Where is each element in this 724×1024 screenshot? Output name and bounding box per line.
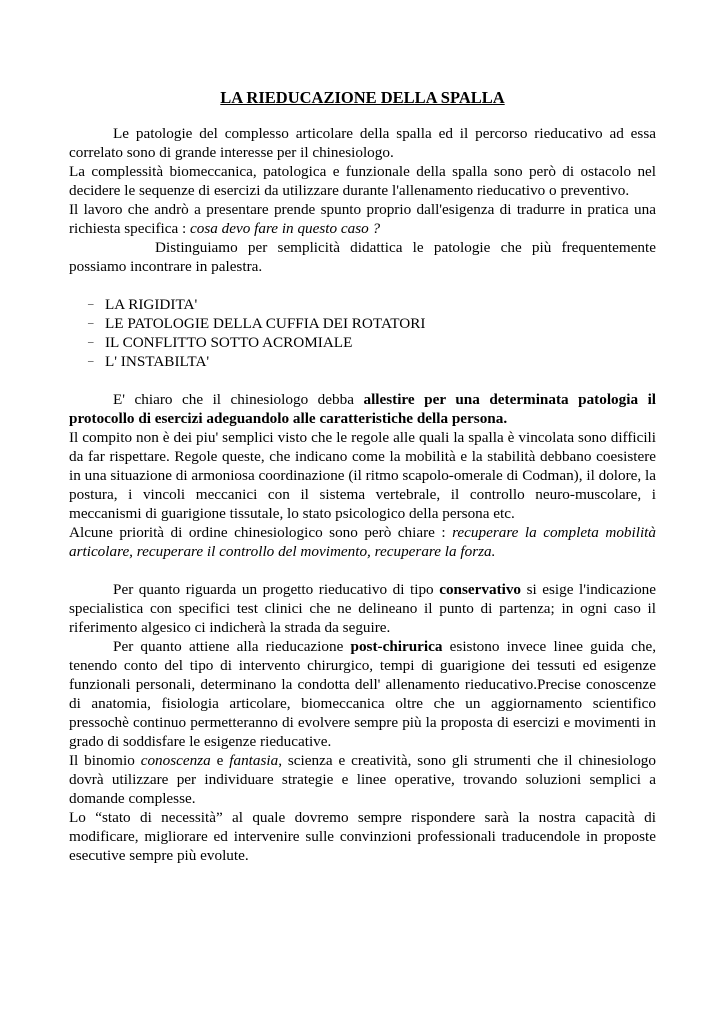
paragraph-post-surgical-bold: post-chirurica [350,638,443,655]
paragraph-binomial-italic-1: conoscenza [140,752,211,769]
paragraph-conservative-text: Per quanto riguarda un progetto rieducativo di tipo [113,581,440,598]
paragraph-complexity: La complessità biomeccanica, patologica e funzionale della spalla sono però di ostacolo nel decidere le sequenze di esercizi da utilizzare durante l'allenamento rieducativo o preventivo. [69,163,656,199]
paragraph-priorities [69,523,656,561]
paragraph-binomial-rest: , scienza e creatività, sono gli strumenti che il chinesiologo dovrà utilizzare per individuare strategie e linee operative, trovando soluzioni semplici a domande complesse. [69,752,656,807]
paragraph-protocol [69,390,656,428]
paragraph-work-text: Il lavoro che andrò a presentare prende spunto proprio dall'esigenza di tradurre in pratica una richiesta specifica : [69,201,656,237]
paragraph-conservative [69,580,656,637]
paragraph-conservative-rest: si esige l'indicazione specialistica con specifici test clinici che ne delineano il punto di partenza; in ogni caso il riferimento algesico ci indicherà la strada da seguire. [69,581,656,636]
paragraph-post-surgical [69,637,656,751]
paragraph-rules: Il compito non è dei piu' semplici visto che le regole alle quali la spalla è vincolata sono difficili da far rispettare. Regole queste, che indicano come la mobilità e la stabilità debbano coesistere in una situazione di armoniosa coordinazione (il ritmo scapolo-omerale di Codman), il dolore, la postura, i vincoli meccanici con il sistema vertebrale, il controllo neuro-muscolare, i meccanismi di guarigione tissutale, lo stato psicologico della persona etc. [69,429,656,522]
paragraph-distinguish: Distinguiamo per semplicità didattica le patologie che più frequentemente possiamo incontrare in palestra. [69,239,656,275]
document-page [69,88,656,865]
document-title: LA RIEDUCAZIONE DELLA SPALLA [220,88,505,107]
list-item: – LE PATOLOGIE DELLA CUFFIA DEI ROTATORI [88,314,656,333]
list-item: – L' INSTABILTA' [88,352,656,371]
list-item: – LA RIGIDITA' [88,295,656,314]
paragraph-work [69,200,656,238]
paragraph-binomial-text: Il binomio [69,752,141,769]
paragraph-binomial [69,751,656,808]
paragraph-post-surgical-rest: esistono invece linee guida che, tenendo conto del tipo di intervento chirurgico, tempi di guarigione dei tessuti ed esigenze funzionali personali, determinano la condotta dell' allenamento rieducativo.Precise conoscenze di anatomia, fisiologia articolare, biomeccanica oltre che un aggiornamento scientifico pressochè continuo permetteranno di evolvere sempre più la proposta di esercizi e movimenti in grado di soddisfare le esigenze rieducative. [69,638,656,750]
paragraph-binomial-italic-2: fantasia [229,752,279,769]
paragraph-necessity: Lo “stato di necessità” al quale dovremo sempre rispondere sarà la nostra capacità di modificare, migliorare ed intervenire sulle convinzioni professionali traducendole in proposte esecutive sempre più evolute. [69,809,656,864]
paragraph-binomial-and: e [210,752,230,769]
paragraph-work-question: cosa devo fare in questo caso ? [190,220,381,237]
pathology-list [69,295,656,371]
paragraph-intro: Le patologie del complesso articolare della spalla ed il percorso rieducativo ad essa correlato sono di grande interesse per il chinesiologo. [69,125,656,161]
paragraph-post-surgical-text: Per quanto attiene alla rieducazione [113,638,351,655]
paragraph-priorities-text: Alcune priorità di ordine chinesiologico sono però chiare : [69,524,453,541]
paragraph-conservative-bold: conservativo [439,581,522,598]
paragraph-protocol-bold: allestire per una determinata patologia il protocollo di esercizi adeguandolo alle caratteristiche della persona. [69,391,657,427]
paragraph-protocol-text: E' chiaro che il chinesiologo debba [113,391,364,408]
paragraph-priorities-italic: recuperare la completa mobilità articolare, recuperare il controllo del movimento, recuperare la forza. [69,524,656,560]
list-item: – IL CONFLITTO SOTTO ACROMIALE [88,333,656,352]
